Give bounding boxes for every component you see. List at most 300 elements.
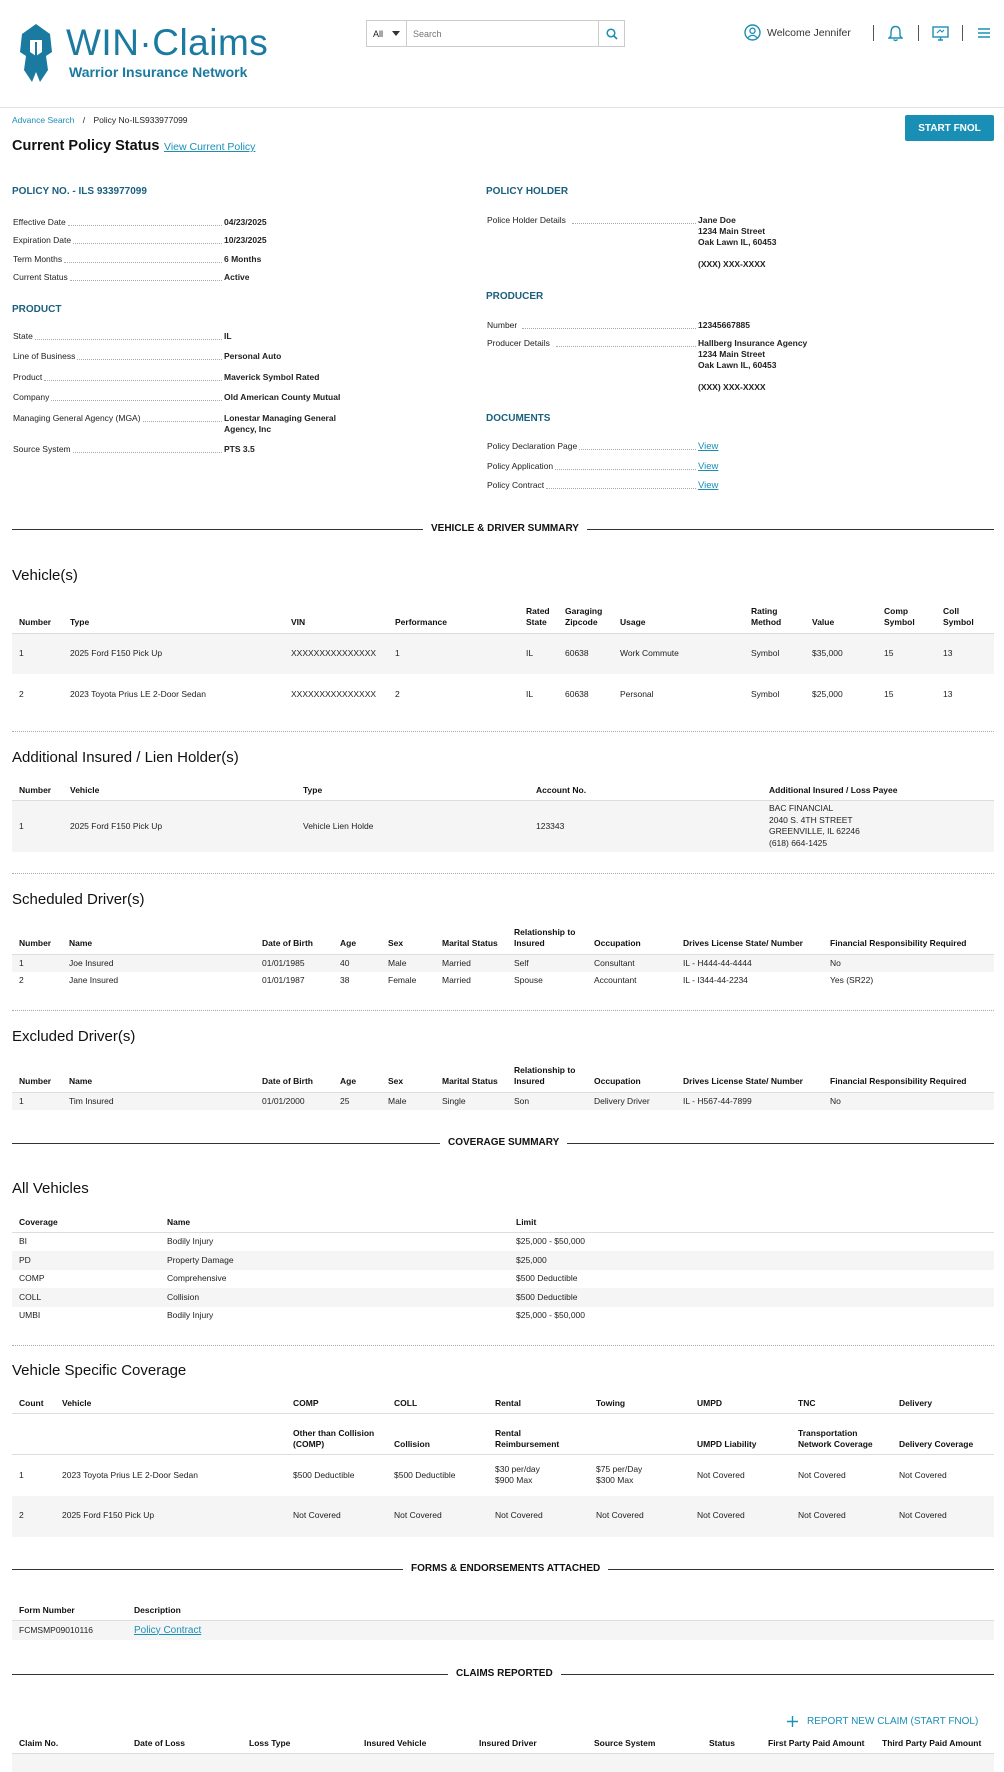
table-cell [690, 1496, 791, 1537]
column-header: Date of Birth [255, 1065, 333, 1092]
column-header: Sex [381, 1065, 435, 1092]
cell-line: $500 Deductible [293, 1469, 355, 1480]
table-cell: 1 [388, 633, 519, 674]
column-header: Relationship to Insured [507, 1065, 587, 1092]
table-cell: Single [435, 1092, 507, 1110]
search-input[interactable] [407, 21, 598, 46]
table-cell: Yes (SR22) [830, 975, 874, 986]
user-avatar-icon [744, 24, 761, 41]
table-cell: $500 Deductible [509, 1288, 994, 1307]
dotted-leader [73, 243, 222, 244]
table-cell [791, 1496, 892, 1537]
table-cell: 1 [12, 801, 63, 852]
empty-table-row [12, 1754, 994, 1772]
holder-name: Jane Doe [698, 215, 736, 225]
column-subheader: Other than Collision (COMP) [286, 1414, 387, 1455]
table-cell: IL - H444-44-4444 [676, 954, 823, 972]
column-header: Rental [488, 1398, 589, 1414]
table-cell: $25,000 [812, 688, 843, 699]
table-cell: Son [507, 1092, 587, 1110]
vehicle-driver-summary-heading: VEHICLE & DRIVER SUMMARY [423, 523, 587, 534]
table-row [12, 1251, 994, 1270]
table-cell [589, 1455, 690, 1496]
detail-label: Company [13, 392, 50, 403]
cell-line: Not Covered [899, 1510, 947, 1521]
column-header: Delivery [892, 1398, 994, 1414]
cell-line: $75 per/Day [596, 1463, 643, 1474]
page-title: Current Policy Status [12, 138, 160, 154]
table-cell: Symbol [751, 688, 780, 699]
table-header-row [12, 1217, 994, 1233]
column-header: Name [62, 1065, 255, 1092]
column-header: Coverage [12, 1217, 160, 1233]
column-header: Rating Method [744, 603, 805, 633]
monitor-icon[interactable] [932, 25, 949, 41]
column-header: Financial Responsibility Required [823, 1065, 994, 1092]
search-icon [606, 28, 618, 40]
table-cell: 01/01/1987 [262, 975, 305, 986]
column-header: Rated State [519, 603, 558, 633]
dotted-leader [556, 346, 696, 347]
breadcrumb-current: Policy No-ILS933977099 [93, 115, 188, 125]
table-cell: IL [519, 633, 558, 674]
table-cell [892, 1496, 994, 1537]
search-scope-label: All [373, 28, 384, 39]
producer-name: Hallberg Insurance Agency [698, 338, 808, 348]
table-row [12, 1307, 994, 1326]
cell-line: Not Covered [596, 1510, 644, 1521]
column-header: Name [62, 927, 255, 954]
column-header: Claim No. [12, 1738, 127, 1754]
column-subheader: UMPD Liability [690, 1414, 791, 1455]
table-header-row [12, 1398, 994, 1414]
search-button[interactable] [598, 21, 624, 46]
lien-holders-title: Additional Insured / Lien Holder(s) [12, 749, 239, 766]
producer-address-line1: 1234 Main Street [698, 349, 766, 359]
table-cell: 13 [936, 633, 994, 674]
table-cell: XXXXXXXXXXXXXXX [284, 633, 388, 674]
product-heading: PRODUCT [12, 304, 62, 315]
dotted-leader [77, 359, 222, 360]
table-cell: 2 [395, 688, 400, 699]
detail-value-text: 10/23/2025 [224, 235, 267, 246]
cell-line: 2025 Ford F150 Pick Up [62, 1510, 155, 1521]
table-cell: 60638 [565, 688, 589, 699]
hamburger-menu-icon[interactable] [977, 27, 991, 39]
cell-line: Not Covered [394, 1510, 442, 1521]
column-header: Type [296, 785, 529, 801]
coverage-summary-heading: COVERAGE SUMMARY [440, 1137, 567, 1148]
search-scope-select[interactable] [367, 21, 407, 46]
scheduled-drivers-table [12, 927, 994, 990]
column-header: Additional Insured / Loss Payee [762, 785, 994, 801]
dotted-leader [579, 449, 696, 450]
column-header: Occupation [587, 1065, 676, 1092]
table-cell [488, 1496, 589, 1537]
loss-payee-line: 2040 S. 4TH STREET [769, 814, 853, 825]
table-row [12, 1455, 994, 1496]
breadcrumb [12, 115, 188, 125]
table-cell: Collision [160, 1288, 509, 1307]
table-cell: IL - I344-44-2234 [683, 975, 748, 986]
column-subheader [589, 1414, 690, 1455]
column-subheader [55, 1414, 286, 1455]
table-cell: 1 [12, 1092, 62, 1110]
forms-endorsements-heading: FORMS & ENDORSEMENTS ATTACHED [403, 1563, 608, 1574]
column-subheader: Collision [387, 1414, 488, 1455]
breadcrumb-separator: / [82, 115, 86, 125]
table-row [12, 633, 994, 674]
table-cell: Married [442, 975, 471, 986]
loss-payee-line: BAC FINANCIAL [769, 803, 834, 814]
column-header: Description [127, 1605, 994, 1621]
detail-value-text: Agency, Inc [224, 423, 272, 434]
column-header: Occupation [587, 927, 676, 954]
table-cell: PD [12, 1251, 160, 1270]
producer-number: 12345667885 [698, 320, 751, 330]
table-cell [488, 1455, 589, 1496]
table-cell: $35,000 [805, 633, 877, 674]
table-cell [892, 1455, 994, 1496]
column-header: Drives License State/ Number [676, 1065, 823, 1092]
detail-label: Line of Business [13, 351, 76, 362]
table-cell [12, 1496, 55, 1537]
excluded-drivers-title: Excluded Driver(s) [12, 1028, 136, 1045]
detail-label: Source System [13, 444, 71, 454]
table-row [12, 674, 994, 715]
table-cell: $25,000 [509, 1251, 994, 1270]
table-cell: 01/01/2000 [255, 1092, 333, 1110]
detail-label: Term Months [13, 253, 63, 264]
column-header: Form Number [12, 1605, 127, 1621]
table-cell [791, 1455, 892, 1496]
table-cell: COMP [19, 1273, 45, 1284]
dotted-leader [555, 469, 696, 470]
table-cell [55, 1496, 286, 1537]
cell-line: Not Covered [798, 1510, 846, 1521]
detail-value-text: Personal Auto [224, 351, 282, 362]
dotted-leader [51, 400, 222, 401]
table-cell: Self [507, 954, 587, 972]
table-cell: Bodily Injury [167, 1236, 214, 1247]
table-cell: BI [19, 1236, 28, 1247]
column-header: COMP [286, 1398, 387, 1414]
warrior-helmet-logo-icon [16, 22, 56, 84]
table-cell: COLL [12, 1288, 160, 1307]
table-cell: 1 [12, 954, 62, 972]
table-cell: Vehicle Lien Holde [296, 801, 529, 852]
excluded-drivers-table [12, 1065, 994, 1110]
column-header: Comp Symbol [877, 603, 936, 633]
detail-value [224, 217, 267, 228]
table-cell: No [823, 954, 994, 972]
holder-address-line2: Oak Lawn IL, 60453 [698, 237, 777, 247]
producer-number-label: Number [487, 320, 518, 330]
forms-table [12, 1605, 994, 1640]
cell-line: Not Covered [293, 1510, 341, 1521]
column-header: Insured Vehicle [357, 1738, 472, 1754]
detail-value-text: IL [224, 331, 232, 341]
claims-table [12, 1738, 994, 1772]
document-view-link[interactable]: View [698, 441, 719, 452]
dotted-leader [64, 262, 222, 263]
report-new-claim-button[interactable] [787, 1716, 978, 1727]
cell-line: Not Covered [798, 1469, 846, 1480]
column-header: Insured Driver [472, 1738, 587, 1754]
header-divider [873, 25, 874, 41]
document-label: Policy Application [487, 460, 554, 471]
table-cell: Work Commute [613, 633, 744, 674]
table-cell [55, 1455, 286, 1496]
column-header: Marital Status [435, 1065, 507, 1092]
column-subheader [12, 1414, 55, 1455]
section-separator [12, 873, 994, 874]
welcome-text: Welcome Jennifer [767, 26, 851, 39]
bell-icon[interactable] [888, 25, 903, 42]
detail-value-text: 04/23/2025 [224, 217, 267, 227]
cell-line: Not Covered [697, 1469, 745, 1480]
column-header: Marital Status [435, 927, 507, 954]
policy-holder-heading: POLICY HOLDER [486, 186, 569, 197]
table-cell: 1 [12, 633, 63, 674]
table-cell: No [823, 1092, 994, 1110]
column-header: Number [12, 785, 63, 801]
brand-subtitle: Warrior Insurance Network [69, 64, 248, 80]
table-header-row [12, 785, 994, 801]
cell-line: 1 [19, 1469, 24, 1480]
table-row [12, 801, 994, 852]
all-vehicles-coverage-table [12, 1217, 994, 1325]
column-header: Vehicle [63, 785, 296, 801]
empty-cell [12, 1754, 994, 1772]
document-view-link[interactable]: View [698, 480, 719, 492]
table-cell [286, 1496, 387, 1537]
detail-value-text: Active [224, 271, 250, 282]
column-header: Coll Symbol [936, 603, 994, 633]
detail-value [224, 272, 250, 283]
detail-label: Effective Date [13, 217, 66, 227]
dotted-leader [68, 225, 222, 226]
form-number: FCMSMP09010116 [12, 1621, 127, 1640]
table-cell: Spouse [514, 975, 543, 986]
table-cell: 13 [943, 688, 953, 699]
form-description [127, 1621, 994, 1640]
column-header: Account No. [529, 785, 762, 801]
table-row [12, 1496, 994, 1537]
column-header: Status [702, 1738, 761, 1754]
detail-value [224, 372, 319, 383]
table-cell: Male [381, 954, 435, 972]
cell-line: Not Covered [697, 1510, 745, 1521]
table-cell: Symbol [744, 633, 805, 674]
detail-value [224, 331, 232, 342]
table-cell: Comprehensive [167, 1273, 227, 1284]
loss-payee-line: (618) 664-1425 [769, 837, 828, 848]
dotted-leader [35, 339, 222, 340]
vehicles-title: Vehicle(s) [12, 567, 78, 584]
cell-line: Not Covered [495, 1510, 543, 1521]
column-header: Performance [388, 603, 519, 633]
table-cell: $500 Deductible [516, 1273, 578, 1284]
start-fnol-button[interactable]: START FNOL [905, 115, 994, 141]
loss-payee-cell [762, 801, 994, 852]
table-cell: Joe Insured [62, 954, 255, 972]
column-header: Towing [589, 1398, 690, 1414]
column-header: Date of Loss [127, 1738, 242, 1754]
column-header: Name [160, 1217, 509, 1233]
table-row [12, 1092, 994, 1110]
vehicles-table [12, 603, 994, 715]
holder-details-label: Police Holder Details [487, 215, 566, 225]
detail-value-text: Old American County Mutual [224, 392, 341, 403]
column-header: Count [12, 1398, 55, 1414]
documents-heading: DOCUMENTS [486, 413, 551, 424]
all-vehicles-title: All Vehicles [12, 1180, 89, 1197]
detail-value-text: Lonestar Managing General [224, 412, 336, 423]
table-cell [589, 1496, 690, 1537]
detail-value-text: Maverick Symbol Rated [224, 371, 320, 382]
detail-label: Product [13, 371, 43, 382]
column-header: Number [12, 603, 63, 633]
detail-value-text: PTS 3.5 [224, 444, 255, 454]
table-row [12, 1270, 994, 1289]
column-header: UMPD [690, 1398, 791, 1414]
column-subheader: Delivery Coverage [892, 1414, 994, 1455]
column-header: Value [805, 603, 877, 633]
table-cell: 2023 Toyota Prius LE 2-Door Sedan [70, 688, 206, 699]
table-cell: 15 [884, 688, 894, 699]
dotted-leader [73, 452, 222, 453]
column-header: Limit [509, 1217, 994, 1233]
table-cell [387, 1496, 488, 1537]
column-header: Number [12, 1065, 62, 1092]
column-header: Usage [613, 603, 744, 633]
cell-line: Not Covered [899, 1469, 947, 1480]
detail-label: State [13, 331, 33, 341]
loss-payee-line: GREENVILLE, IL 62246 [769, 826, 860, 837]
column-header: Drives License State/ Number [676, 927, 823, 954]
vehicle-specific-coverage-title: Vehicle Specific Coverage [12, 1362, 187, 1379]
table-cell: 2025 Ford F150 Pick Up [63, 801, 296, 852]
table-row [12, 972, 994, 990]
cell-line: $300 Max [596, 1475, 634, 1486]
form-description-link[interactable]: Policy Contract [134, 1624, 202, 1636]
column-header: Age [333, 927, 381, 954]
table-cell: $25,000 - $50,000 [516, 1310, 586, 1321]
table-row [12, 1233, 994, 1252]
document-label: Policy Contract [487, 480, 545, 491]
producer-heading: PRODUCER [486, 291, 544, 302]
column-header: Financial Responsibility Required [823, 927, 994, 954]
table-header-row [12, 1738, 994, 1754]
scheduled-drivers-title: Scheduled Driver(s) [12, 891, 145, 908]
header-divider [962, 25, 963, 41]
caret-down-icon [392, 31, 400, 36]
column-header: First Party Paid Amount [761, 1738, 875, 1754]
table-cell: 15 [877, 633, 936, 674]
table-cell: Tim Insured [62, 1092, 255, 1110]
detail-value-text: 6 Months [224, 253, 262, 264]
producer-address-line2: Oak Lawn IL, 60453 [698, 360, 777, 370]
detail-value [224, 392, 340, 403]
table-cell: 2 [19, 975, 24, 986]
table-cell: 25 [333, 1092, 381, 1110]
detail-value [224, 444, 255, 455]
table-cell: 123343 [529, 801, 762, 852]
document-label: Policy Declaration Page [487, 441, 578, 451]
table-header-row [12, 1605, 994, 1621]
brand-name: WIN·Claims [66, 22, 269, 63]
table-cell: Consultant [587, 954, 676, 972]
dotted-leader [572, 223, 696, 224]
column-header: Date of Birth [255, 927, 333, 954]
view-current-policy-link[interactable]: View Current Policy [164, 141, 256, 153]
table-cell: 60638 [558, 633, 613, 674]
table-subheader-row [12, 1414, 994, 1455]
table-header-row [12, 603, 994, 633]
table-cell [690, 1455, 791, 1496]
column-subheader: Rental Reimbursement [488, 1414, 589, 1455]
plus-icon [787, 1716, 798, 1727]
user-menu[interactable] [744, 24, 851, 41]
table-cell [387, 1455, 488, 1496]
column-header: TNC [791, 1398, 892, 1414]
table-cell: UMBI [19, 1310, 41, 1321]
column-header: Third Party Paid Amount [875, 1738, 994, 1754]
table-cell: Property Damage [160, 1251, 509, 1270]
table-cell: 38 [340, 975, 350, 986]
app-header [0, 0, 1004, 108]
table-cell: Accountant [594, 975, 637, 986]
table-cell: 01/01/1985 [255, 954, 333, 972]
column-header: Number [12, 927, 62, 954]
lien-holders-table [12, 785, 994, 852]
column-header: Source System [587, 1738, 702, 1754]
table-cell: $25,000 - $50,000 [516, 1236, 586, 1247]
detail-value [224, 235, 267, 246]
column-header: Relationship to Insured [507, 927, 587, 954]
dotted-leader [70, 280, 222, 281]
column-header: Type [63, 603, 284, 633]
column-header: Vehicle [55, 1398, 286, 1414]
holder-address-line1: 1234 Main Street [698, 226, 766, 236]
column-header: Sex [381, 927, 435, 954]
cell-line: $30 per/day [495, 1463, 540, 1474]
cell-line: $900 Max [495, 1475, 533, 1486]
table-cell: Personal [620, 688, 654, 699]
table-cell: IL - H567-44-7899 [676, 1092, 823, 1110]
column-subheader: Transportation Network Coverage [791, 1414, 892, 1455]
document-view-link[interactable]: View [698, 460, 719, 472]
table-cell: IL [526, 688, 534, 699]
report-new-claim-label: REPORT NEW CLAIM (START FNOL) [807, 1716, 979, 1727]
table-cell: Female [388, 975, 417, 986]
header-divider [918, 25, 919, 41]
holder-phone: (XXX) XXX-XXXX [698, 259, 766, 269]
table-cell: Jane Insured [69, 975, 119, 986]
detail-label: Current Status [13, 271, 68, 282]
column-header: COLL [387, 1398, 488, 1414]
detail-label: Expiration Date [13, 235, 72, 246]
table-header-row [12, 1065, 994, 1092]
cell-line: 2023 Toyota Prius LE 2-Door Sedan [62, 1469, 198, 1480]
table-cell [286, 1455, 387, 1496]
table-cell: Delivery Driver [587, 1092, 676, 1110]
vehicle-specific-coverage-table [12, 1398, 994, 1537]
producer-details-value [698, 338, 807, 393]
breadcrumb-advance-search[interactable]: Advance Search [12, 115, 75, 125]
producer-phone: (XXX) XXX-XXXX [698, 382, 766, 392]
